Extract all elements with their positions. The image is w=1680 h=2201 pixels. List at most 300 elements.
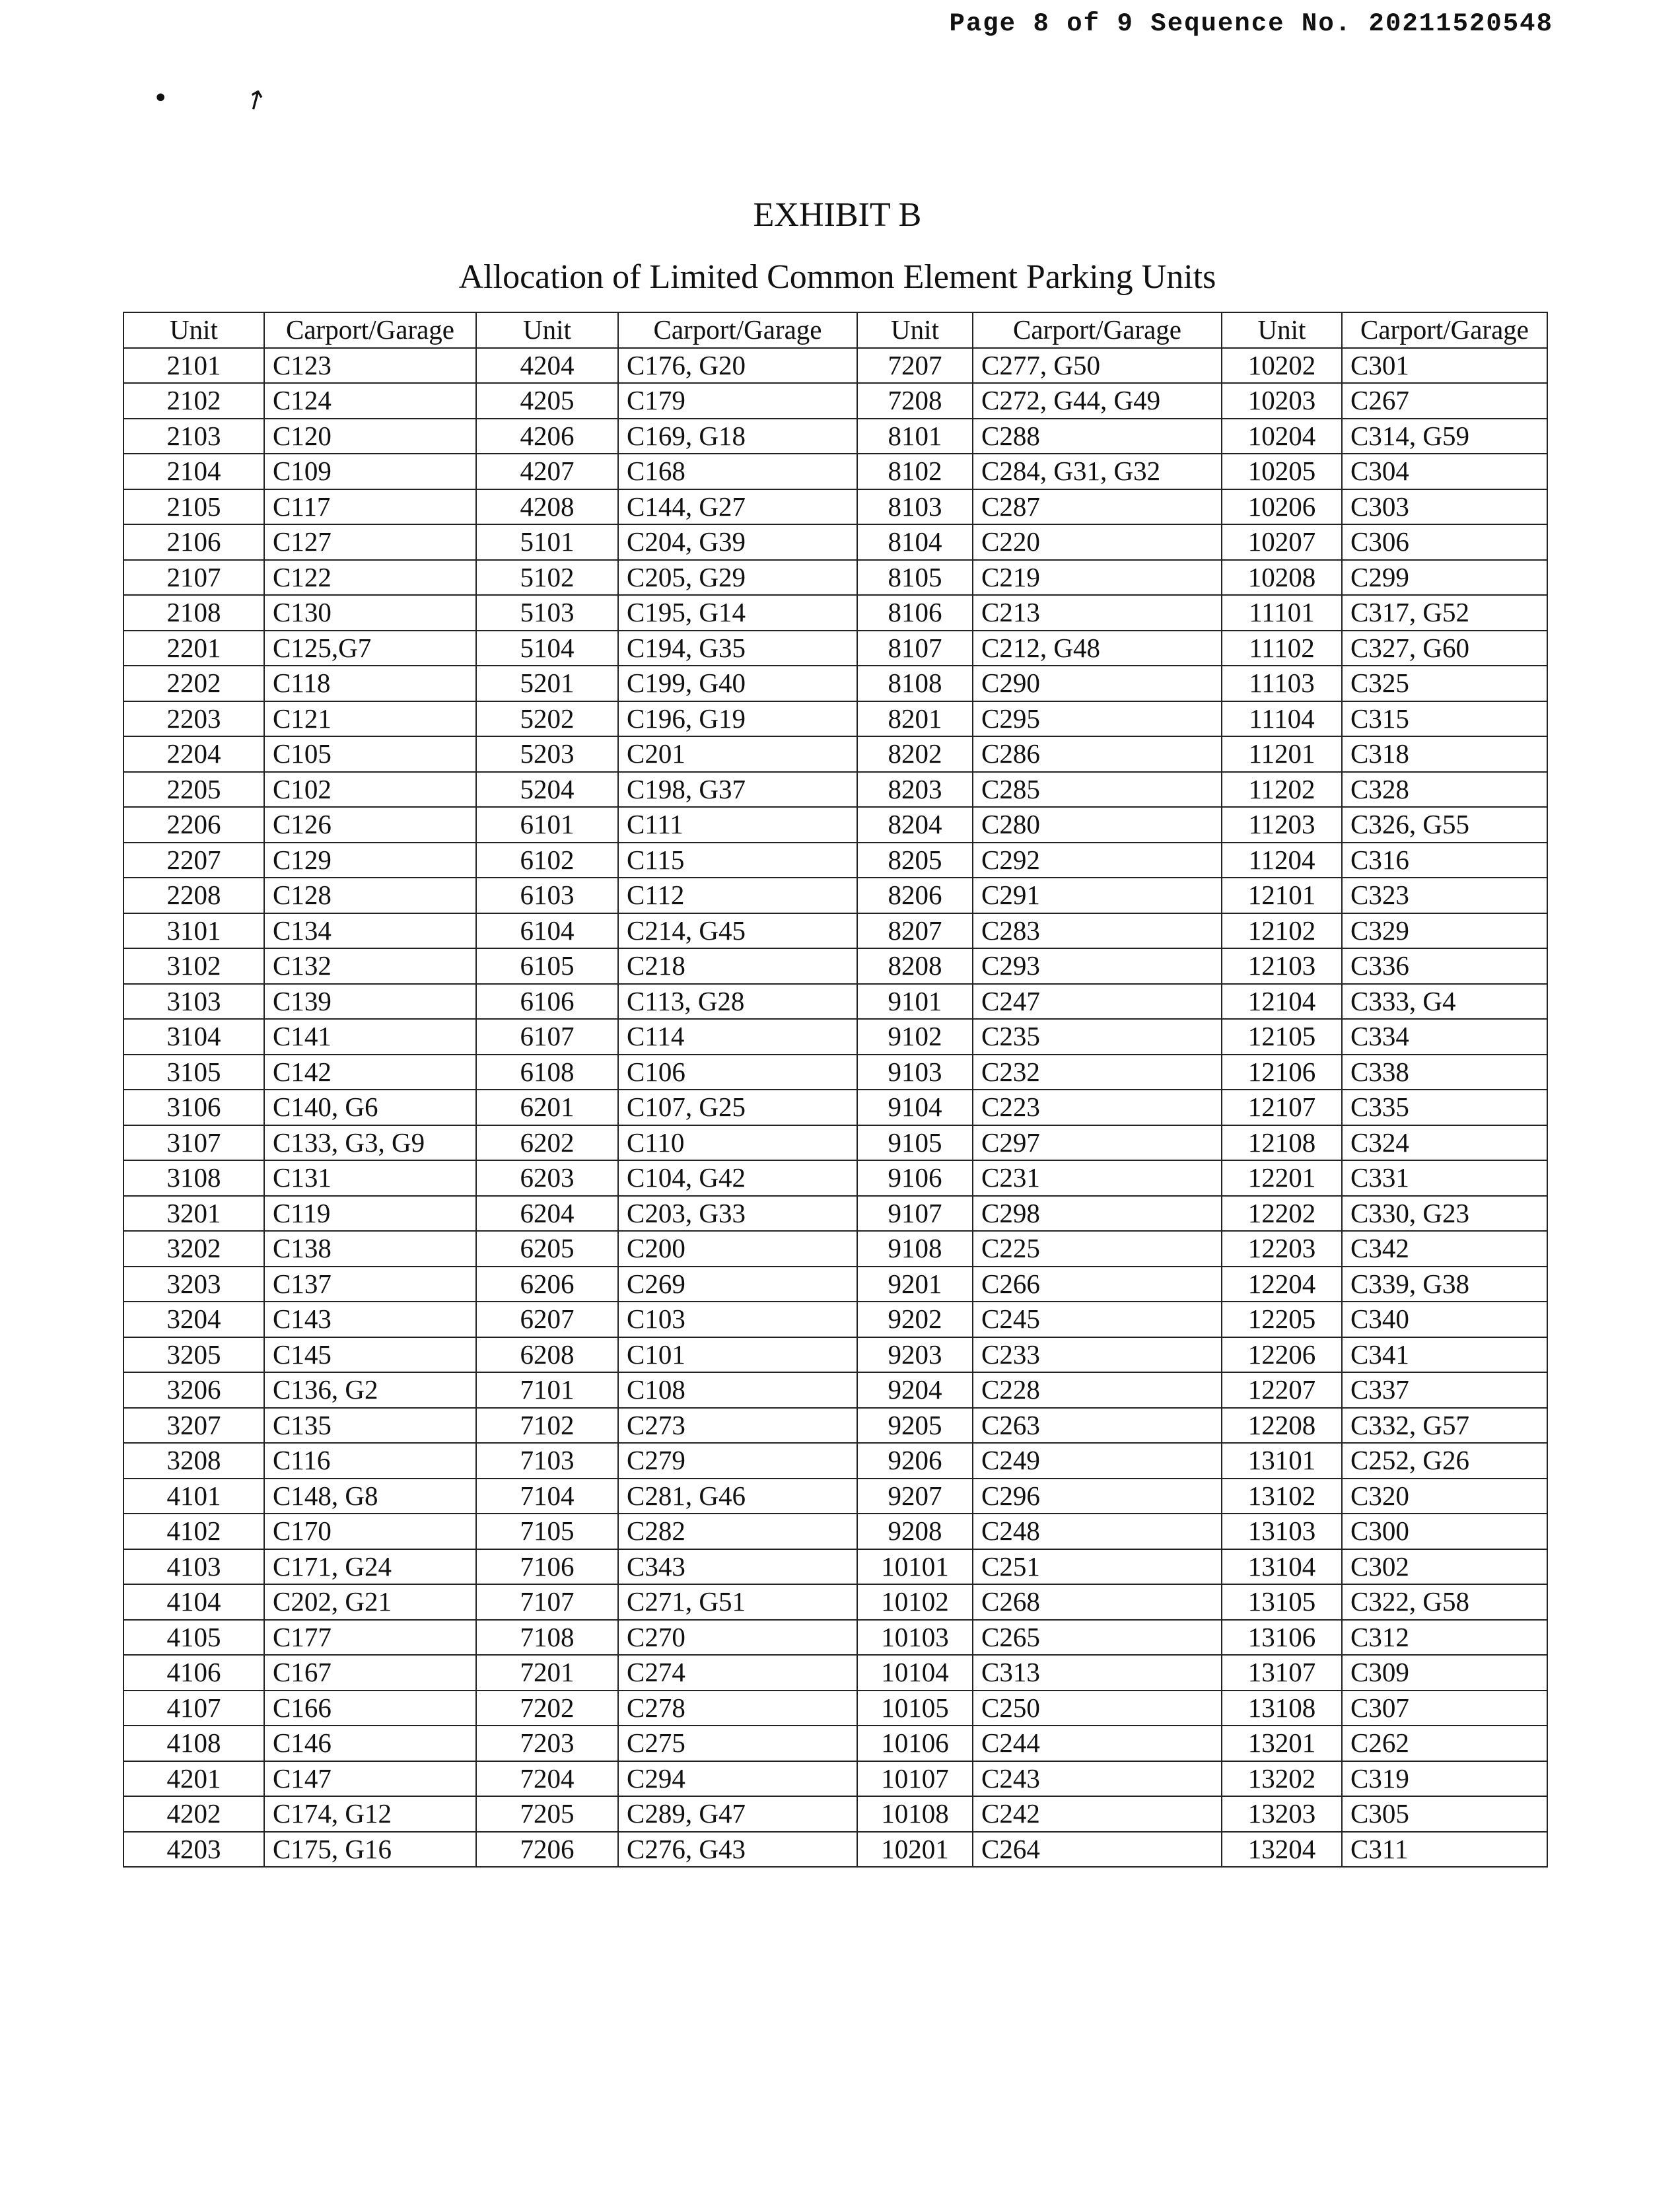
unit-cell: 7101 xyxy=(476,1372,618,1408)
table-row xyxy=(123,1408,1547,1444)
table-row xyxy=(123,1231,1547,1267)
unit-cell: 13202 xyxy=(1222,1761,1342,1797)
parking-cell: C232 xyxy=(973,1055,1222,1090)
parking-cell: C319 xyxy=(1342,1761,1547,1797)
parking-cell: C304 xyxy=(1342,454,1547,489)
table-row xyxy=(123,419,1547,454)
unit-cell: 5103 xyxy=(476,595,618,631)
parking-cell: C111 xyxy=(618,807,857,843)
parking-cell: C262 xyxy=(1342,1726,1547,1761)
parking-cell: C303 xyxy=(1342,489,1547,525)
unit-cell: 11202 xyxy=(1222,772,1342,808)
parking-cell: C199, G40 xyxy=(618,666,857,701)
parking-cell: C205, G29 xyxy=(618,560,857,596)
column-header: Unit xyxy=(1222,312,1342,348)
unit-cell: 12103 xyxy=(1222,948,1342,984)
unit-cell: 12105 xyxy=(1222,1019,1342,1055)
unit-cell: 7201 xyxy=(476,1655,618,1691)
parking-cell: C144, G27 xyxy=(618,489,857,525)
parking-cell: C213 xyxy=(973,595,1222,631)
unit-cell: 2208 xyxy=(123,878,264,913)
unit-cell: 8105 xyxy=(857,560,973,596)
table-row xyxy=(123,1372,1547,1408)
unit-cell: 3205 xyxy=(123,1337,264,1373)
parking-cell: C265 xyxy=(973,1620,1222,1656)
unit-cell: 9108 xyxy=(857,1231,973,1267)
unit-cell: 7202 xyxy=(476,1691,618,1726)
parking-cell: C244 xyxy=(973,1726,1222,1761)
table-row xyxy=(123,631,1547,666)
parking-cell: C118 xyxy=(264,666,476,701)
parking-cell: C120 xyxy=(264,419,476,454)
table-row xyxy=(123,913,1547,949)
unit-cell: 12208 xyxy=(1222,1408,1342,1444)
parking-cell: C311 xyxy=(1342,1832,1547,1868)
unit-cell: 2102 xyxy=(123,383,264,419)
parking-cell: C169, G18 xyxy=(618,419,857,454)
parking-cell: C214, G45 xyxy=(618,913,857,949)
parking-cell: C139 xyxy=(264,984,476,1020)
unit-cell: 5104 xyxy=(476,631,618,666)
parking-cell: C331 xyxy=(1342,1160,1547,1196)
parking-cell: C264 xyxy=(973,1832,1222,1868)
parking-cell: C320 xyxy=(1342,1479,1547,1514)
parking-cell: C330, G23 xyxy=(1342,1196,1547,1232)
parking-cell: C340 xyxy=(1342,1302,1547,1337)
parking-cell: C290 xyxy=(973,666,1222,701)
parking-cell: C309 xyxy=(1342,1655,1547,1691)
parking-cell: C332, G57 xyxy=(1342,1408,1547,1444)
parking-cell: C324 xyxy=(1342,1125,1547,1161)
unit-cell: 8204 xyxy=(857,807,973,843)
parking-cell: C218 xyxy=(618,948,857,984)
parking-cell: C235 xyxy=(973,1019,1222,1055)
parking-cell: C334 xyxy=(1342,1019,1547,1055)
parking-cell: C247 xyxy=(973,984,1222,1020)
table-row xyxy=(123,1019,1547,1055)
parking-cell: C283 xyxy=(973,913,1222,949)
parking-cell: C212, G48 xyxy=(973,631,1222,666)
table-subtitle: Allocation of Limited Common Element Parking Units xyxy=(458,258,1216,296)
table-row xyxy=(123,1302,1547,1337)
unit-cell: 2104 xyxy=(123,454,264,489)
unit-cell: 7207 xyxy=(857,348,973,384)
parking-cell: C201 xyxy=(618,736,857,772)
unit-cell: 10107 xyxy=(857,1761,973,1797)
unit-cell: 13204 xyxy=(1222,1832,1342,1868)
parking-cell: C128 xyxy=(264,878,476,913)
table-row xyxy=(123,1160,1547,1196)
parking-cell: C270 xyxy=(618,1620,857,1656)
unit-cell: 8108 xyxy=(857,666,973,701)
unit-cell: 8202 xyxy=(857,736,973,772)
unit-cell: 3108 xyxy=(123,1160,264,1196)
parking-cell: C168 xyxy=(618,454,857,489)
unit-cell: 7107 xyxy=(476,1584,618,1620)
column-header: Carport/Garage xyxy=(264,312,476,348)
table-row xyxy=(123,878,1547,913)
parking-cell: C175, G16 xyxy=(264,1832,476,1868)
unit-cell: 7105 xyxy=(476,1514,618,1549)
unit-cell: 8102 xyxy=(857,454,973,489)
unit-cell: 2203 xyxy=(123,701,264,737)
parking-cell: C148, G8 xyxy=(264,1479,476,1514)
unit-cell: 4107 xyxy=(123,1691,264,1726)
table-row xyxy=(123,1196,1547,1232)
unit-cell: 8201 xyxy=(857,701,973,737)
unit-cell: 3208 xyxy=(123,1443,264,1479)
unit-cell: 2108 xyxy=(123,595,264,631)
parking-cell: C293 xyxy=(973,948,1222,984)
parking-cell: C104, G42 xyxy=(618,1160,857,1196)
unit-cell: 5204 xyxy=(476,772,618,808)
unit-cell: 10207 xyxy=(1222,524,1342,560)
parking-cell: C285 xyxy=(973,772,1222,808)
unit-cell: 9101 xyxy=(857,984,973,1020)
parking-cell: C343 xyxy=(618,1549,857,1585)
unit-cell: 6208 xyxy=(476,1337,618,1373)
unit-cell: 5201 xyxy=(476,666,618,701)
unit-cell: 4205 xyxy=(476,383,618,419)
unit-cell: 9102 xyxy=(857,1019,973,1055)
unit-cell: 7104 xyxy=(476,1479,618,1514)
parking-cell: C318 xyxy=(1342,736,1547,772)
parking-cell: C203, G33 xyxy=(618,1196,857,1232)
unit-cell: 10202 xyxy=(1222,348,1342,384)
unit-cell: 6105 xyxy=(476,948,618,984)
page-header: Page 8 of 9 Sequence No. 20211520548 xyxy=(949,9,1553,38)
parking-cell: C314, G59 xyxy=(1342,419,1547,454)
parking-cell: C275 xyxy=(618,1726,857,1761)
table-row xyxy=(123,1090,1547,1125)
unit-cell: 13102 xyxy=(1222,1479,1342,1514)
unit-cell: 9105 xyxy=(857,1125,973,1161)
unit-cell: 7206 xyxy=(476,1832,618,1868)
unit-cell: 6102 xyxy=(476,843,618,878)
parking-cell: C263 xyxy=(973,1408,1222,1444)
unit-cell: 10103 xyxy=(857,1620,973,1656)
unit-cell: 11201 xyxy=(1222,736,1342,772)
unit-cell: 6108 xyxy=(476,1055,618,1090)
table-row xyxy=(123,383,1547,419)
parking-cell: C131 xyxy=(264,1160,476,1196)
parking-cell: C179 xyxy=(618,383,857,419)
unit-cell: 6201 xyxy=(476,1090,618,1125)
parking-cell: C143 xyxy=(264,1302,476,1337)
parking-cell: C202, G21 xyxy=(264,1584,476,1620)
unit-cell: 12108 xyxy=(1222,1125,1342,1161)
parking-cell: C129 xyxy=(264,843,476,878)
unit-cell: 2207 xyxy=(123,843,264,878)
parking-cell: C167 xyxy=(264,1655,476,1691)
unit-cell: 10105 xyxy=(857,1691,973,1726)
unit-cell: 4106 xyxy=(123,1655,264,1691)
parking-cell: C142 xyxy=(264,1055,476,1090)
unit-cell: 4201 xyxy=(123,1761,264,1797)
unit-cell: 10104 xyxy=(857,1655,973,1691)
column-header: Carport/Garage xyxy=(973,312,1222,348)
unit-cell: 8103 xyxy=(857,489,973,525)
table-row xyxy=(123,1832,1547,1868)
unit-cell: 3101 xyxy=(123,913,264,949)
parking-cell: C295 xyxy=(973,701,1222,737)
unit-cell: 8205 xyxy=(857,843,973,878)
parking-cell: C299 xyxy=(1342,560,1547,596)
parking-cell: C249 xyxy=(973,1443,1222,1479)
table-row xyxy=(123,1514,1547,1549)
parking-cell: C123 xyxy=(264,348,476,384)
parking-cell: C342 xyxy=(1342,1231,1547,1267)
unit-cell: 8208 xyxy=(857,948,973,984)
table-row xyxy=(123,1726,1547,1761)
parking-cell: C117 xyxy=(264,489,476,525)
unit-cell: 9204 xyxy=(857,1372,973,1408)
unit-cell: 10106 xyxy=(857,1726,973,1761)
unit-cell: 6107 xyxy=(476,1019,618,1055)
unit-cell: 3202 xyxy=(123,1231,264,1267)
scan-mark: ↗ xyxy=(238,81,273,119)
parking-cell: C338 xyxy=(1342,1055,1547,1090)
parking-cell: C195, G14 xyxy=(618,595,857,631)
parking-cell: C112 xyxy=(618,878,857,913)
unit-cell: 8203 xyxy=(857,772,973,808)
unit-cell: 2205 xyxy=(123,772,264,808)
unit-cell: 11203 xyxy=(1222,807,1342,843)
unit-cell: 2101 xyxy=(123,348,264,384)
unit-cell: 7208 xyxy=(857,383,973,419)
parking-cell: C339, G38 xyxy=(1342,1267,1547,1302)
unit-cell: 13203 xyxy=(1222,1796,1342,1832)
unit-cell: 9207 xyxy=(857,1479,973,1514)
unit-cell: 9106 xyxy=(857,1160,973,1196)
parking-cell: C251 xyxy=(973,1549,1222,1585)
unit-cell: 6203 xyxy=(476,1160,618,1196)
scan-mark: • xyxy=(148,81,174,116)
parking-cell: C328 xyxy=(1342,772,1547,808)
unit-cell: 12203 xyxy=(1222,1231,1342,1267)
unit-cell: 10201 xyxy=(857,1832,973,1868)
unit-cell: 4103 xyxy=(123,1549,264,1585)
parking-cell: C337 xyxy=(1342,1372,1547,1408)
parking-cell: C228 xyxy=(973,1372,1222,1408)
parking-cell: C286 xyxy=(973,736,1222,772)
parking-cell: C278 xyxy=(618,1691,857,1726)
unit-cell: 12201 xyxy=(1222,1160,1342,1196)
parking-cell: C105 xyxy=(264,736,476,772)
unit-cell: 8207 xyxy=(857,913,973,949)
parking-cell: C266 xyxy=(973,1267,1222,1302)
parking-cell: C326, G55 xyxy=(1342,807,1547,843)
table-row xyxy=(123,948,1547,984)
parking-cell: C315 xyxy=(1342,701,1547,737)
unit-cell: 4108 xyxy=(123,1726,264,1761)
parking-cell: C119 xyxy=(264,1196,476,1232)
table-row xyxy=(123,1549,1547,1585)
table-row xyxy=(123,595,1547,631)
unit-cell: 7102 xyxy=(476,1408,618,1444)
parking-cell: C130 xyxy=(264,595,476,631)
parking-cell: C132 xyxy=(264,948,476,984)
unit-cell: 13106 xyxy=(1222,1620,1342,1656)
unit-cell: 8107 xyxy=(857,631,973,666)
unit-cell: 13101 xyxy=(1222,1443,1342,1479)
parking-cell: C301 xyxy=(1342,348,1547,384)
parking-cell: C194, G35 xyxy=(618,631,857,666)
parking-cell: C250 xyxy=(973,1691,1222,1726)
parking-cell: C287 xyxy=(973,489,1222,525)
unit-cell: 4208 xyxy=(476,489,618,525)
parking-cell: C146 xyxy=(264,1726,476,1761)
parking-cell: C300 xyxy=(1342,1514,1547,1549)
unit-cell: 9104 xyxy=(857,1090,973,1125)
table-row xyxy=(123,1796,1547,1832)
unit-cell: 4202 xyxy=(123,1796,264,1832)
parking-cell: C110 xyxy=(618,1125,857,1161)
table-row xyxy=(123,701,1547,737)
column-header: Unit xyxy=(123,312,264,348)
parking-cell: C108 xyxy=(618,1372,857,1408)
parking-cell: C171, G24 xyxy=(264,1549,476,1585)
parking-cell: C133, G3, G9 xyxy=(264,1125,476,1161)
unit-cell: 9103 xyxy=(857,1055,973,1090)
parking-cell: C219 xyxy=(973,560,1222,596)
unit-cell: 2201 xyxy=(123,631,264,666)
unit-cell: 4206 xyxy=(476,419,618,454)
unit-cell: 10204 xyxy=(1222,419,1342,454)
parking-cell: C327, G60 xyxy=(1342,631,1547,666)
unit-cell: 7106 xyxy=(476,1549,618,1585)
unit-cell: 12102 xyxy=(1222,913,1342,949)
table-row xyxy=(123,1655,1547,1691)
parking-cell: C138 xyxy=(264,1231,476,1267)
parking-cell: C103 xyxy=(618,1302,857,1337)
parking-cell: C225 xyxy=(973,1231,1222,1267)
parking-cell: C277, G50 xyxy=(973,348,1222,384)
unit-cell: 9107 xyxy=(857,1196,973,1232)
unit-cell: 9202 xyxy=(857,1302,973,1337)
unit-cell: 5102 xyxy=(476,560,618,596)
unit-cell: 11104 xyxy=(1222,701,1342,737)
table-row xyxy=(123,1691,1547,1726)
parking-cell: C312 xyxy=(1342,1620,1547,1656)
parking-cell: C109 xyxy=(264,454,476,489)
parking-cell: C316 xyxy=(1342,843,1547,878)
unit-cell: 9208 xyxy=(857,1514,973,1549)
unit-cell: 9205 xyxy=(857,1408,973,1444)
unit-cell: 4105 xyxy=(123,1620,264,1656)
parking-cell: C243 xyxy=(973,1761,1222,1797)
unit-cell: 3104 xyxy=(123,1019,264,1055)
parking-cell: C116 xyxy=(264,1443,476,1479)
unit-cell: 2107 xyxy=(123,560,264,596)
parking-cell: C245 xyxy=(973,1302,1222,1337)
parking-cell: C126 xyxy=(264,807,476,843)
unit-cell: 3102 xyxy=(123,948,264,984)
unit-cell: 10206 xyxy=(1222,489,1342,525)
unit-cell: 9201 xyxy=(857,1267,973,1302)
unit-cell: 12206 xyxy=(1222,1337,1342,1373)
parking-cell: C313 xyxy=(973,1655,1222,1691)
unit-cell: 6204 xyxy=(476,1196,618,1232)
parking-cell: C276, G43 xyxy=(618,1832,857,1868)
unit-cell: 12204 xyxy=(1222,1267,1342,1302)
parking-cell: C282 xyxy=(618,1514,857,1549)
parking-cell: C124 xyxy=(264,383,476,419)
column-header: Carport/Garage xyxy=(1342,312,1547,348)
unit-cell: 4207 xyxy=(476,454,618,489)
parking-cell: C170 xyxy=(264,1514,476,1549)
unit-cell: 5202 xyxy=(476,701,618,737)
parking-cell: C307 xyxy=(1342,1691,1547,1726)
unit-cell: 3207 xyxy=(123,1408,264,1444)
unit-cell: 13107 xyxy=(1222,1655,1342,1691)
unit-cell: 10101 xyxy=(857,1549,973,1585)
unit-cell: 10205 xyxy=(1222,454,1342,489)
unit-cell: 2105 xyxy=(123,489,264,525)
allocation-table xyxy=(123,312,1548,1868)
parking-cell: C288 xyxy=(973,419,1222,454)
unit-cell: 10208 xyxy=(1222,560,1342,596)
unit-cell: 7103 xyxy=(476,1443,618,1479)
parking-cell: C322, G58 xyxy=(1342,1584,1547,1620)
table-row xyxy=(123,1267,1547,1302)
unit-cell: 12205 xyxy=(1222,1302,1342,1337)
table-row xyxy=(123,1761,1547,1797)
parking-cell: C279 xyxy=(618,1443,857,1479)
parking-cell: C176, G20 xyxy=(618,348,857,384)
unit-cell: 6207 xyxy=(476,1302,618,1337)
unit-cell: 6106 xyxy=(476,984,618,1020)
table-header-row xyxy=(123,312,1547,348)
parking-cell: C204, G39 xyxy=(618,524,857,560)
unit-cell: 8104 xyxy=(857,524,973,560)
table-row xyxy=(123,843,1547,878)
parking-cell: C174, G12 xyxy=(264,1796,476,1832)
parking-cell: C323 xyxy=(1342,878,1547,913)
unit-cell: 6103 xyxy=(476,878,618,913)
parking-cell: C137 xyxy=(264,1267,476,1302)
table-row xyxy=(123,454,1547,489)
parking-cell: C248 xyxy=(973,1514,1222,1549)
table-row xyxy=(123,560,1547,596)
parking-cell: C317, G52 xyxy=(1342,595,1547,631)
parking-cell: C125,G7 xyxy=(264,631,476,666)
unit-cell: 6206 xyxy=(476,1267,618,1302)
unit-cell: 3206 xyxy=(123,1372,264,1408)
unit-cell: 7204 xyxy=(476,1761,618,1797)
table-row xyxy=(123,489,1547,525)
table-row xyxy=(123,1337,1547,1373)
unit-cell: 8106 xyxy=(857,595,973,631)
table-row xyxy=(123,524,1547,560)
parking-cell: C114 xyxy=(618,1019,857,1055)
parking-cell: C284, G31, G32 xyxy=(973,454,1222,489)
table-row xyxy=(123,1479,1547,1514)
unit-cell: 9206 xyxy=(857,1443,973,1479)
parking-cell: C296 xyxy=(973,1479,1222,1514)
parking-cell: C294 xyxy=(618,1761,857,1797)
unit-cell: 3203 xyxy=(123,1267,264,1302)
parking-cell: C141 xyxy=(264,1019,476,1055)
unit-cell: 11102 xyxy=(1222,631,1342,666)
parking-cell: C140, G6 xyxy=(264,1090,476,1125)
unit-cell: 10102 xyxy=(857,1584,973,1620)
unit-cell: 11103 xyxy=(1222,666,1342,701)
parking-cell: C223 xyxy=(973,1090,1222,1125)
unit-cell: 11101 xyxy=(1222,595,1342,631)
parking-cell: C271, G51 xyxy=(618,1584,857,1620)
table-row xyxy=(123,1443,1547,1479)
